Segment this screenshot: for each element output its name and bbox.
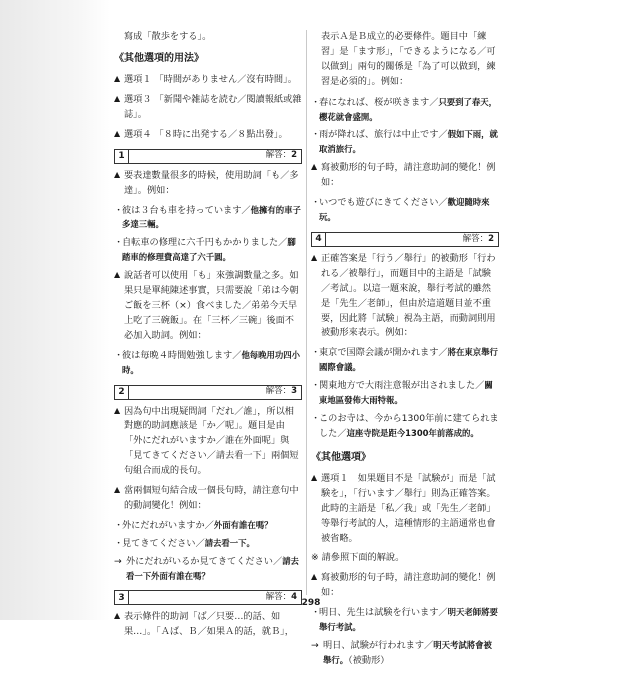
example-translation: 將在東京舉行國際會議。: [319, 347, 498, 373]
dot-bullet-icon: ・: [114, 349, 124, 361]
triangle-bullet-icon: ▲: [114, 405, 121, 415]
option-text: 「時間がありません／沒有時間」。: [154, 74, 297, 86]
dot-bullet-icon: ・: [311, 129, 321, 141]
triangle-bullet-icon: ▲: [311, 252, 318, 262]
example-item: [114, 204, 302, 234]
option-label: 選項１: [124, 74, 152, 86]
question-number: 4: [312, 233, 326, 246]
example-item: [311, 606, 499, 636]
example-jp: 見てきてください／: [122, 537, 205, 549]
explanation-bullet: [114, 484, 302, 514]
triangle-bullet-icon: ▲: [114, 270, 121, 280]
example-translation: 關東地區發佈大雨特報。: [319, 380, 493, 406]
explanation-text: 因為句中出現疑問詞「だれ／誰」，所以相對應的助詞應該是「か／呢」。題目是由「外にだれがいますか／誰在外面呢」與「見てきてください／請去看一下」兩個短句組合而成的長句。: [124, 405, 299, 477]
intro-text: 寫成「散歩をする」。: [124, 31, 212, 42]
triangle-bullet-icon: ▲: [114, 611, 121, 621]
example-item: [311, 412, 499, 442]
example-translation: 外面有誰在嗎？: [213, 519, 273, 530]
example-translation: 假如下雨，就取消旅行。: [319, 129, 498, 155]
column-divider: [306, 30, 307, 595]
example-item: [311, 128, 499, 158]
answer-label: 解答：: [265, 150, 292, 161]
combined-example: [311, 639, 499, 669]
explanation-text: 正確答案是「行う／舉行」的被動形「行われる／被舉行」，而題目中的主語是「試験／考試」。以這一題來說，舉行考試的雖然是「先生／老師」，但由於這道題目並不重要，因此將「試験」視為主語，而動詞則用被動形來表示。例如：: [321, 252, 496, 339]
left-column: [114, 30, 302, 645]
example-translation: 明天老師將要舉行考試。: [319, 607, 498, 633]
answer-value: 2: [291, 150, 297, 161]
explanation-text: 要表達數量很多的時候，使用助詞「も／多達」。例如：: [124, 169, 299, 196]
combined-example: [114, 555, 302, 585]
example-translation: 他擁有的車子多達三輛。: [122, 204, 301, 230]
example-item: [311, 196, 499, 226]
option-text: 「新聞や雑誌を読む／閱讀報紙或雜誌」。: [124, 94, 302, 120]
dot-bullet-icon: ・: [311, 380, 321, 392]
example-jp: 明日、先生は試験を行います／: [319, 607, 448, 619]
example-item: [311, 346, 499, 376]
explanation-bullet: [114, 269, 302, 344]
other-usage-heading: 《其他選項的用法》: [114, 52, 204, 64]
example-jp: いつでも遊びにきてください／: [319, 197, 448, 209]
example-translation: 請去看一下。: [204, 537, 255, 548]
example-jp: 彼は毎晩４時間勉強します／: [122, 349, 242, 361]
answer-value: 2: [488, 233, 494, 244]
answer-box: [463, 233, 498, 247]
example-jp: 自転車の修理に六千円もかかりました／: [122, 237, 288, 249]
example-item: [114, 537, 302, 552]
example-item: [114, 236, 302, 266]
triangle-bullet-icon: ▲: [114, 74, 121, 84]
explanation-bullet: [114, 405, 302, 480]
dot-bullet-icon: ・: [114, 537, 124, 549]
example-translation: 請去看一下外面有誰在嗎？: [126, 555, 299, 581]
option-item: [114, 93, 302, 123]
answer-label: 解答：: [462, 233, 489, 244]
answer-label: 解答：: [265, 592, 292, 603]
arrow-right-icon: →: [114, 555, 122, 567]
triangle-bullet-icon: ▲: [311, 472, 318, 482]
reference-note: ※ 請參照下面的解說。: [311, 552, 405, 564]
example-translation: 明天考試將會被舉行。: [323, 640, 492, 665]
triangle-bullet-icon: ▲: [114, 128, 121, 138]
arrow-right-icon: →: [311, 640, 319, 651]
right-column: [311, 30, 499, 673]
page-shadow-band: [0, 0, 110, 620]
answer-header: [311, 232, 499, 247]
option-item: [311, 472, 499, 547]
example-jp: 雨が降れば、旅行は中止です／: [319, 129, 448, 141]
explanation-text: 當兩個短句結合成一個長句時，請注意句中的動詞變化！例如：: [124, 485, 299, 511]
dot-bullet-icon: ・: [311, 197, 321, 209]
dot-bullet-icon: ・: [311, 96, 321, 108]
example-translation: 這座寺院是距今1300年前落成的。: [346, 427, 479, 438]
example-jp: 彼は３台も車を持っています／: [122, 204, 251, 216]
dot-bullet-icon: ・: [114, 519, 124, 531]
example-jp: 外にだれがいるか見てきてください／: [126, 555, 283, 567]
example-jp: このお寺は、今から1300年前に建てられました／: [319, 412, 499, 439]
example-jp: 関東地方で大雨注意報が出されました／: [319, 380, 485, 392]
dot-bullet-icon: ・: [114, 204, 124, 216]
explanation-bullet: [114, 610, 302, 640]
explanation-text: 寫被動形的句子時，請注意助詞的變化！例如：: [321, 572, 496, 599]
answer-header: [114, 590, 302, 605]
dot-bullet-icon: ・: [114, 237, 124, 249]
answer-header: [114, 149, 302, 164]
example-item: [114, 349, 302, 379]
answer-box: [266, 385, 301, 399]
triangle-bullet-icon: ▲: [114, 94, 121, 103]
option-label: 選項４: [124, 128, 152, 140]
example-item: [311, 379, 499, 409]
example-jp: 東京で国際会議が開かれます／: [319, 347, 448, 359]
other-options-heading: 《其他選項》: [311, 451, 371, 463]
example-item: [114, 519, 302, 534]
answer-box: [266, 149, 301, 163]
explanation-text: 寫被動形的句子時，請注意助詞的變化！例如：: [321, 162, 496, 189]
triangle-bullet-icon: ▲: [311, 572, 318, 582]
explanation-text: 表示條件的助詞「ば／只要…的話、如果…」。「Ａば、Ｂ／如果Ａ的話，就Ｂ」，: [124, 611, 294, 638]
example-jp: 外にだれがいますか／: [122, 519, 214, 531]
explanation-bullet: [311, 252, 499, 341]
example-translation: 腳踏車的修理費高達了六千圓。: [122, 237, 296, 263]
option-text: 「８時に出発する／８點出發」。: [154, 128, 288, 140]
page-number: 298: [301, 598, 321, 608]
dot-bullet-icon: ・: [311, 412, 321, 424]
answer-value: 3: [291, 386, 297, 397]
continued-text: 表示Ａ是Ｂ成立的必要條件。題目中「練習」是「ます形」，「できるようになる／可以做到」兩句的關係是「為了可以做到，練習是必須的」。例如：: [321, 31, 496, 87]
question-number: 3: [115, 591, 129, 604]
explanation-bullet: [114, 169, 302, 199]
option-item: [114, 128, 302, 143]
example-jp: 春になれば、桜が咲きます／: [319, 96, 439, 108]
question-number: 1: [115, 150, 129, 163]
explanation-bullet: [311, 161, 499, 191]
example-jp: 明日、試験が行われます／: [323, 640, 434, 651]
example-translation: 他每晚用功四小時。: [122, 349, 301, 375]
answer-value: 4: [291, 592, 297, 603]
dot-bullet-icon: ・: [311, 347, 321, 359]
dot-bullet-icon: ・: [311, 607, 321, 619]
explanation-text: 說話者可以使用「も」來強調數量之多。如果只是單純陳述事實，只需要說「弟は今朝ご飯を三杯（×）食べました／弟弟今天早上吃了三碗飯」。在「三杯／三碗」後面不必加入助詞。例如：: [124, 270, 299, 341]
answer-label: 解答：: [265, 386, 292, 397]
example-translation: 只要到了春天，櫻花就會盛開。: [319, 96, 498, 122]
option-label: 選項３: [124, 94, 152, 105]
question-number: 2: [115, 386, 129, 399]
example-translation: 歡迎隨時來玩。: [319, 197, 490, 222]
option-item: [114, 73, 302, 88]
option-text: 選項１ 如果題目不是「試験が」而是「試験を」，「行います／舉行」則為正確答案。此時的主語是「私／我」或「先生／老師」等舉行考試的人，這種情形的主語通常也會被省略。: [321, 472, 496, 544]
triangle-bullet-icon: ▲: [311, 162, 318, 172]
triangle-bullet-icon: ▲: [114, 169, 121, 179]
passive-form-note: （被動形）: [348, 654, 390, 666]
explanation-bullet: [311, 571, 499, 601]
answer-header: [114, 385, 302, 400]
example-item: [311, 96, 499, 126]
triangle-bullet-icon: ▲: [114, 485, 121, 495]
